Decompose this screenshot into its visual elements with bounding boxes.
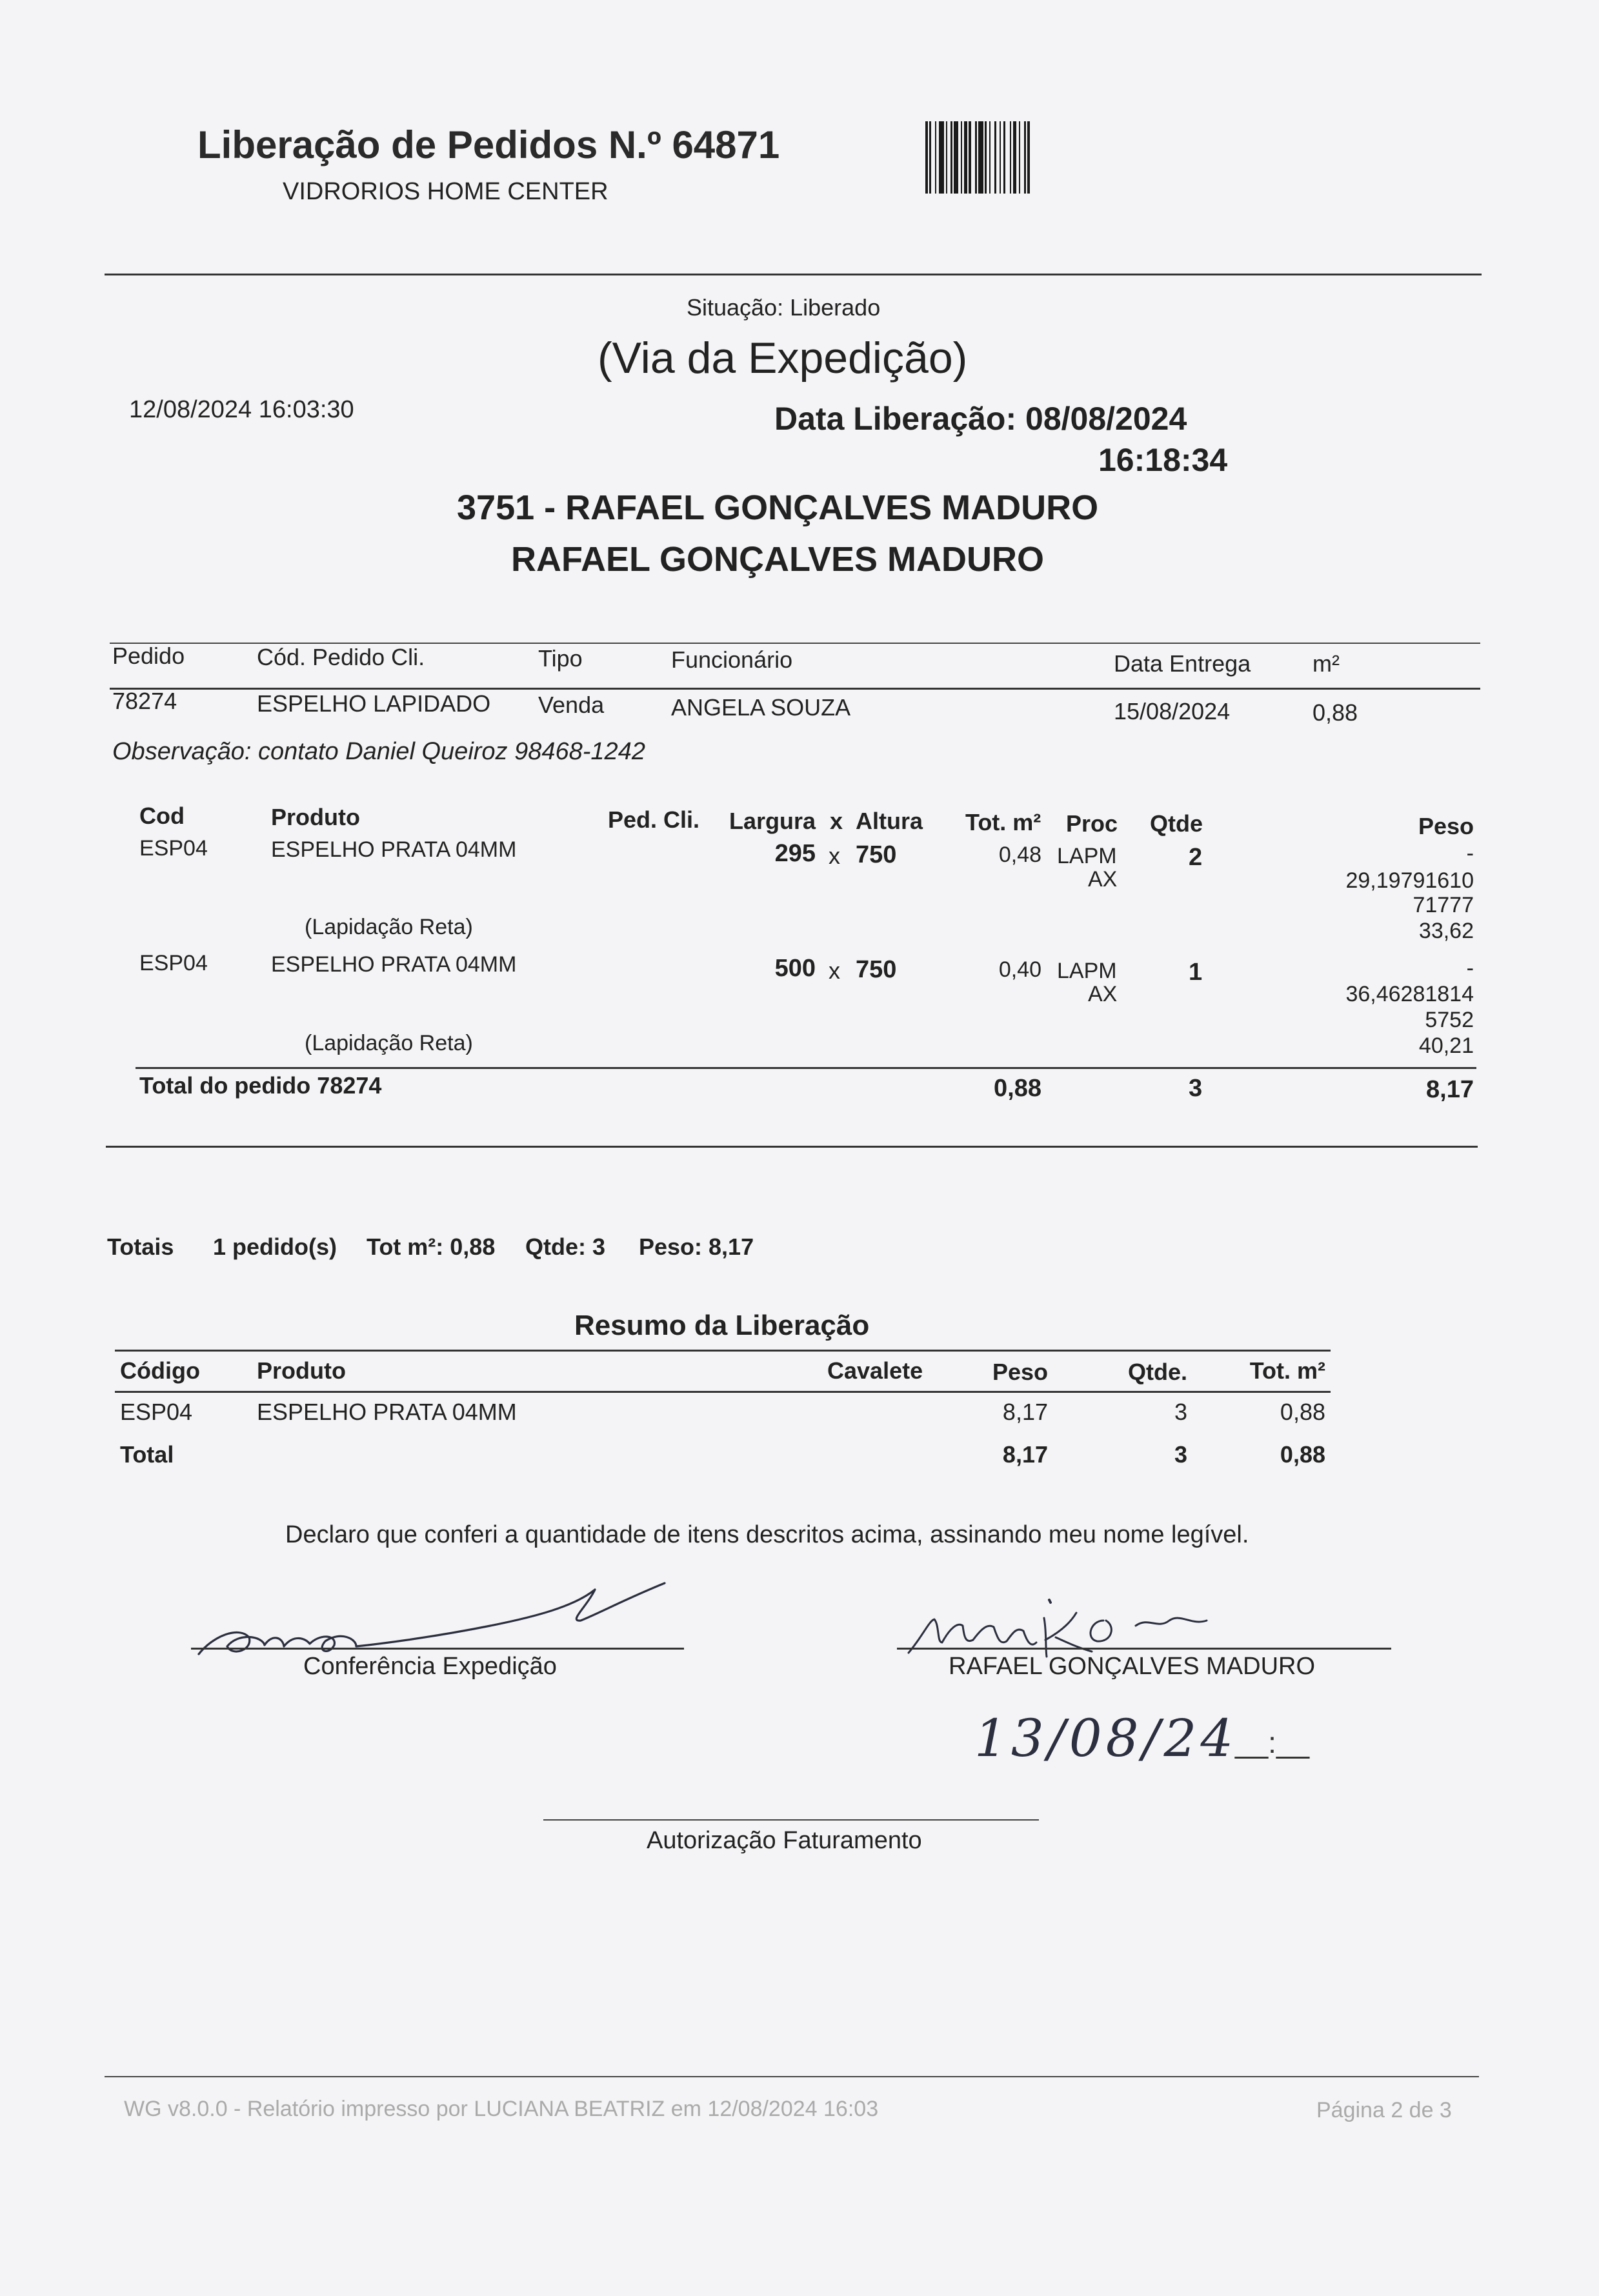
order-cod-pedido-cli-value: ESPELHO LAPIDADO [257, 690, 491, 717]
status-label: Situação: Liberado [687, 294, 881, 321]
item-1-altura: 750 [856, 841, 897, 868]
summary-header-rule [115, 1391, 1331, 1393]
item-1-proc-1: LAPM [1057, 844, 1117, 868]
order-col-pedido: Pedido [112, 643, 185, 669]
summary-total-tot-m2: 0,88 [1280, 1441, 1325, 1468]
time-blank: __:__ [1235, 1726, 1310, 1759]
item-2-produto: ESPELHO PRATA 04MM [271, 952, 517, 977]
items-col-produto: Produto [271, 804, 360, 830]
summary-total-qtde: 3 [1174, 1441, 1187, 1468]
header-divider [105, 274, 1482, 275]
summary-row-tot-m2: 0,88 [1280, 1399, 1325, 1425]
item-2-largura: 500 [774, 955, 816, 982]
order-table-header-rule [110, 688, 1480, 690]
barcode-bar [939, 121, 944, 194]
items-col-peso: Peso [1418, 813, 1474, 839]
item-1-qtde: 2 [1189, 844, 1203, 871]
summary-row-codigo: ESP04 [120, 1399, 193, 1425]
items-total-rule [136, 1067, 1476, 1069]
summary-total-peso: 8,17 [1002, 1441, 1048, 1468]
summary-col-tot-m2: Tot. m² [1249, 1357, 1325, 1384]
declaration-text: Declaro que conferi a quantidade de itens descritos acima, assinando meu nome legível. [285, 1521, 1249, 1548]
order-funcionario-value: ANGELA SOUZA [671, 694, 851, 721]
item-1-peso-line-2: 29,19791610 [1345, 868, 1474, 893]
barcode-bar [950, 121, 952, 194]
client-signature-line [897, 1648, 1391, 1650]
item-2-proc-1: LAPM [1057, 959, 1117, 983]
items-bottom-divider [106, 1146, 1478, 1148]
items-total-qtde: 3 [1189, 1075, 1203, 1102]
totals-label: Totais [107, 1233, 174, 1260]
auth-label: Autorização Faturamento [647, 1827, 922, 1854]
summary-top-rule [115, 1350, 1331, 1352]
document-title: Liberação de Pedidos N.º 64871 [197, 123, 780, 166]
barcode-bar [946, 121, 947, 194]
barcode-bar [929, 121, 931, 194]
handwritten-date: 13/08/24 [974, 1708, 1238, 1768]
barcode-bar [989, 121, 991, 194]
item-2-qtde: 1 [1189, 959, 1203, 986]
barcode-bar [1010, 121, 1011, 194]
barcode-bar [985, 121, 987, 194]
barcode-bar [1024, 121, 1026, 194]
order-m2-value: 0,88 [1312, 699, 1358, 726]
company-name: VIDRORIOS HOME CENTER [283, 178, 608, 205]
barcode-bar [1003, 121, 1005, 194]
items-col-cod: Cod [139, 803, 185, 829]
item-1-largura: 295 [774, 840, 816, 867]
footer-divider [105, 2076, 1479, 2077]
barcode-bar [935, 121, 936, 194]
summary-row-qtde: 3 [1174, 1399, 1187, 1425]
items-col-x: x [830, 808, 843, 834]
order-col-tipo: Tipo [538, 645, 583, 672]
item-1-note: (Lapidação Reta) [305, 915, 473, 939]
order-col-cod-pedido-cli: Cód. Pedido Cli. [257, 644, 425, 670]
order-data-entrega-value: 15/08/2024 [1114, 698, 1231, 724]
expedicao-signature-line [191, 1648, 684, 1650]
items-total-tot-m2: 0,88 [994, 1075, 1041, 1102]
summary-col-peso: Peso [992, 1359, 1048, 1385]
summary-row-produto: ESPELHO PRATA 04MM [257, 1399, 517, 1425]
client-signature-label: RAFAEL GONÇALVES MADURO [949, 1653, 1316, 1680]
item-2-tot-m2: 0,40 [998, 957, 1041, 982]
summary-col-codigo: Código [120, 1357, 200, 1384]
item-2-peso-line-3: 5752 [1425, 1008, 1474, 1032]
totals-tot-m2: Tot m²: 0,88 [367, 1233, 496, 1260]
barcode-bar [964, 121, 967, 194]
print-datetime: 12/08/2024 16:03:30 [129, 396, 354, 423]
items-col-proc: Proc [1066, 810, 1118, 837]
item-1-cod: ESP04 [139, 836, 208, 861]
item-1-x: x [829, 843, 840, 869]
summary-total-label: Total [120, 1441, 174, 1468]
totals-qtde: Qtde: 3 [525, 1233, 606, 1260]
barcode-bar [975, 121, 977, 194]
barcode-bar [1013, 121, 1016, 194]
item-2-peso-line-2: 36,46281814 [1345, 982, 1474, 1006]
item-2-altura: 750 [856, 956, 897, 983]
barcode-bar [1019, 121, 1020, 194]
item-1-peso-line-4: 33,62 [1418, 919, 1474, 943]
order-observation: Observação: contato Daniel Queiroz 98468-1242 [112, 738, 645, 765]
item-2-peso-dash: - [1466, 956, 1474, 981]
items-col-qtde: Qtde [1150, 810, 1203, 837]
auth-signature-line [543, 1819, 1039, 1821]
items-col-tot-m2: Tot. m² [965, 809, 1041, 835]
item-1-peso-line-3: 71777 [1413, 893, 1474, 917]
barcode-bar [994, 121, 996, 194]
order-col-data-entrega: Data Entrega [1114, 650, 1251, 677]
expedicao-signature-label: Conferência Expedição [303, 1653, 557, 1680]
totals-pedidos: 1 pedido(s) [213, 1233, 337, 1260]
item-2-proc-2: AX [1088, 982, 1118, 1006]
barcode [925, 121, 1165, 194]
items-col-largura: Largura [729, 808, 816, 834]
order-col-funcionario: Funcionário [671, 646, 793, 673]
items-total-peso: 8,17 [1426, 1076, 1474, 1103]
summary-row-peso: 8,17 [1002, 1399, 1048, 1425]
barcode-bar [961, 121, 962, 194]
order-pedido-value: 78274 [112, 688, 177, 714]
items-total-label: Total do pedido 78274 [139, 1072, 382, 1099]
item-1-proc-2: AX [1088, 867, 1118, 892]
item-1-tot-m2: 0,48 [998, 843, 1041, 867]
release-date: Data Liberação: 08/08/2024 [774, 401, 1187, 437]
summary-title: Resumo da Liberação [574, 1310, 870, 1341]
item-2-cod: ESP04 [139, 951, 208, 975]
barcode-bar [1027, 121, 1030, 194]
footer-page-number: Página 2 de 3 [1316, 2098, 1452, 2122]
client-name: RAFAEL GONÇALVES MADURO [511, 540, 1045, 579]
copy-label: (Via da Expedição) [598, 334, 968, 383]
item-2-peso-line-4: 40,21 [1418, 1033, 1474, 1058]
footer-printed-by: WG v8.0.0 - Relatório impresso por LUCIANA BEATRIZ em 12/08/2024 16:03 [124, 2097, 879, 2121]
summary-col-produto: Produto [257, 1357, 346, 1384]
summary-col-qtde: Qtde. [1127, 1359, 1187, 1385]
summary-col-cavalete: Cavalete [827, 1357, 923, 1384]
order-tipo-value: Venda [538, 692, 605, 718]
item-1-produto: ESPELHO PRATA 04MM [271, 837, 517, 862]
barcode-bar [969, 121, 971, 194]
barcode-bar [1000, 121, 1001, 194]
order-col-m2: m² [1312, 650, 1340, 677]
totals-peso: Peso: 8,17 [639, 1233, 754, 1260]
items-col-ped-cli: Ped. Cli. [608, 806, 700, 833]
barcode-bar [978, 121, 983, 194]
item-2-x: x [829, 957, 840, 984]
release-time: 16:18:34 [1098, 442, 1228, 478]
barcode-bar [925, 121, 928, 194]
barcode-bar [954, 121, 958, 194]
item-1-peso-dash: - [1466, 841, 1474, 866]
items-col-altura: Altura [856, 808, 923, 834]
client-code-name: 3751 - RAFAEL GONÇALVES MADURO [457, 488, 1099, 527]
item-2-note: (Lapidação Reta) [305, 1031, 473, 1055]
